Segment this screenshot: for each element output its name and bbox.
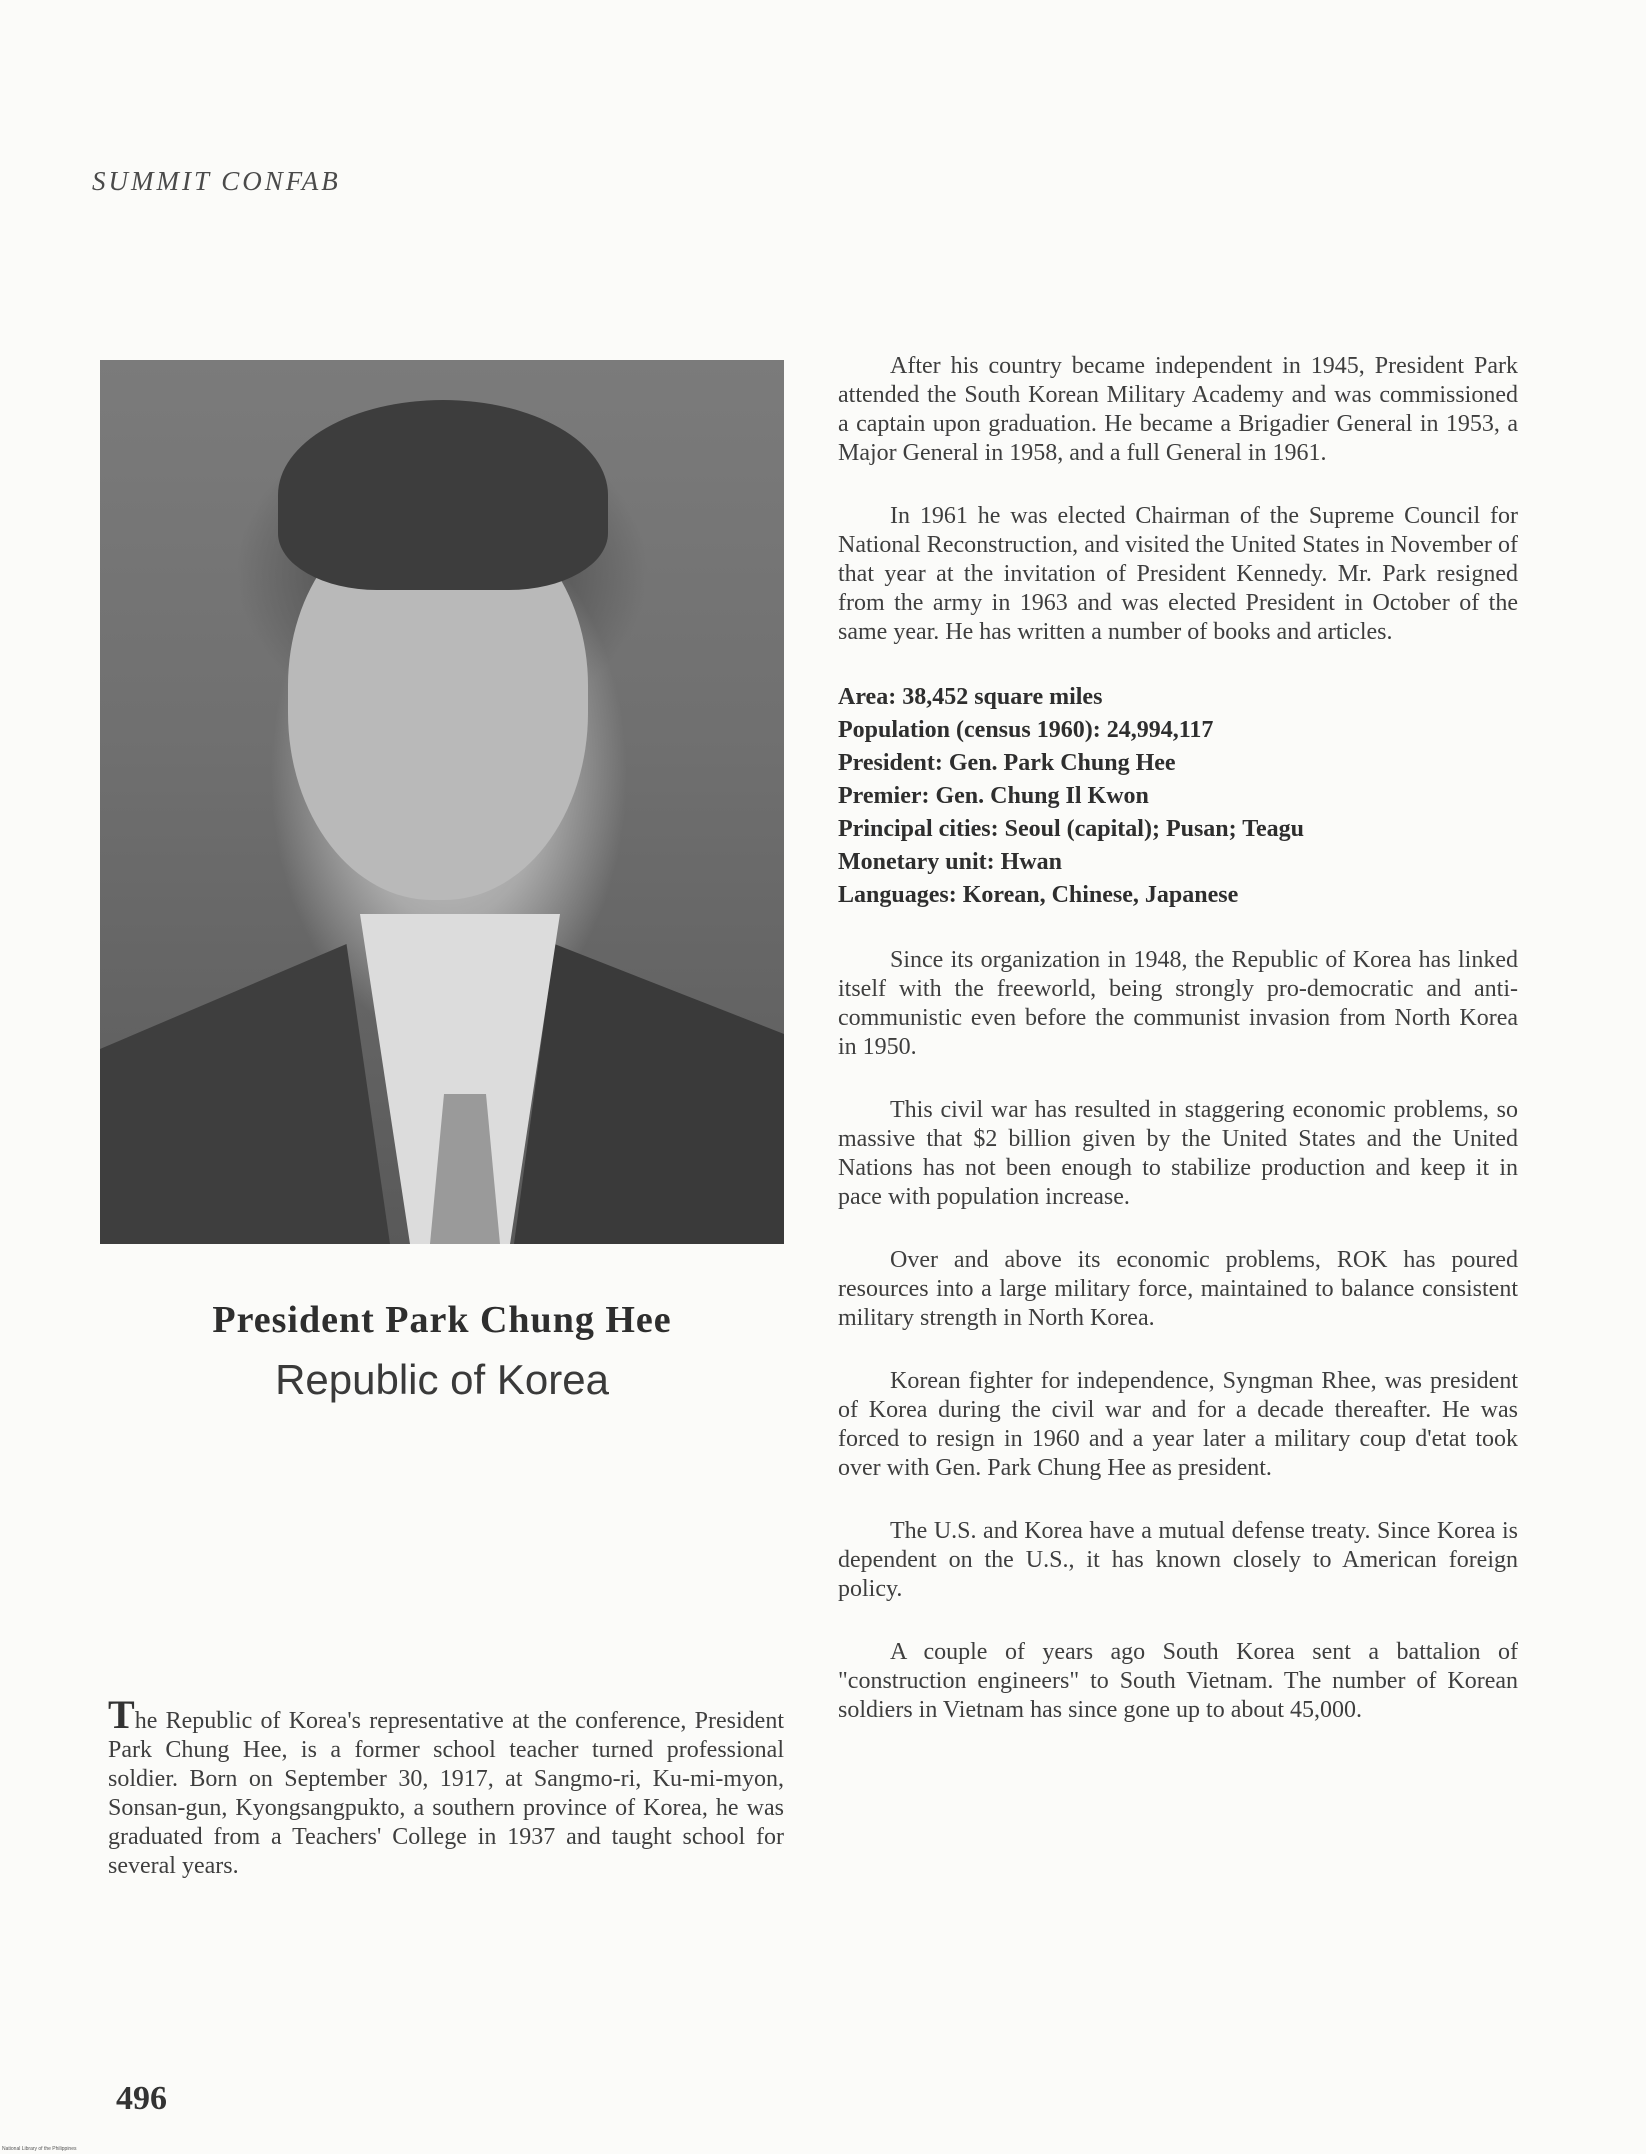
country-facts (838, 681, 1518, 912)
caption-name: President Park Chung Hee (212, 1299, 672, 1341)
body-paragraph: After his country became independent in 1945, President Park attended the South Korean Military Academy and was commissioned a captain upon graduation. He became a Brigadier General in 1953, a Major General in 1958, and a full General in 1961. (838, 353, 1518, 466)
fact-premier: Premier: Gen. Chung Il Kwon (838, 783, 1149, 809)
body-paragraph: In 1961 he was elected Chairman of the Supreme Council for National Reconstruction, and visited the United States in November of that year at the invitation of President Kennedy. Mr. Park resigned from the army in 1963 and was elected President in October of the same year. He has written a number of books and articles. (838, 503, 1518, 645)
fact-area: Area: 38,452 square miles (838, 684, 1103, 710)
fact-population: Population (census 1960): 24,994,117 (838, 717, 1214, 743)
fact-president: President: Gen. Park Chung Hee (838, 750, 1176, 776)
caption-country: Republic of Korea (275, 1356, 609, 1403)
right-column (838, 352, 1518, 1759)
fact-languages: Languages: Korean, Chinese, Japanese (838, 882, 1239, 908)
body-paragraph: Since its organization in 1948, the Republic of Korea has linked itself with the freeworld, being strongly pro-democratic and anti-communistic even before the communist invasion from North Korea in 1950. (838, 947, 1518, 1060)
page-number: 496 (116, 2080, 167, 2117)
left-column (108, 1692, 784, 1915)
intro-text: he Republic of Korea's representative at the conference, President Park Chung Hee, is a former school teacher turned professional soldier. Born on September 30, 1917, at Sangmo-ri, Ku-mi-myon, Sonsan-gun, Kyongsangpukto, a southern province of Korea, he was graduated from a Teachers' College in 1937 and taught school for several years. (108, 1708, 784, 1879)
body-paragraph: Korean fighter for independence, Syngman Rhee, was president of Korea during the civil war and for a decade thereafter. He was forced to resign in 1960 and a year later a military coup d'etat took over with Gen. Park Chung Hee as president. (838, 1368, 1518, 1481)
body-paragraph: Over and above its economic problems, ROK has poured resources into a large military force, maintained to balance consistent military strength in North Korea. (838, 1247, 1518, 1331)
body-paragraph: The U.S. and Korea have a mutual defense treaty. Since Korea is dependent on the U.S., it has known closely to American foreign policy. (838, 1518, 1518, 1602)
fact-currency: Monetary unit: Hwan (838, 849, 1062, 875)
intro-paragraph (108, 1692, 784, 1881)
footer-note: National Library of the Philippines (2, 2146, 77, 2152)
drop-cap: T (108, 1692, 135, 1737)
running-header: SUMMIT CONFAB (92, 166, 341, 196)
body-paragraph: This civil war has resulted in staggering economic problems, so massive that $2 billion given by the United States and the United Nations has not been enough to stabilize production and keep it in pace with population increase. (838, 1097, 1518, 1210)
portrait-photo (100, 360, 784, 1244)
fact-cities: Principal cities: Seoul (capital); Pusan; Teagu (838, 816, 1305, 842)
body-paragraph: A couple of years ago South Korea sent a battalion of "construction engineers" to South Vietnam. The number of Korean soldiers in Vietnam has since gone up to about 45,000. (838, 1639, 1518, 1723)
